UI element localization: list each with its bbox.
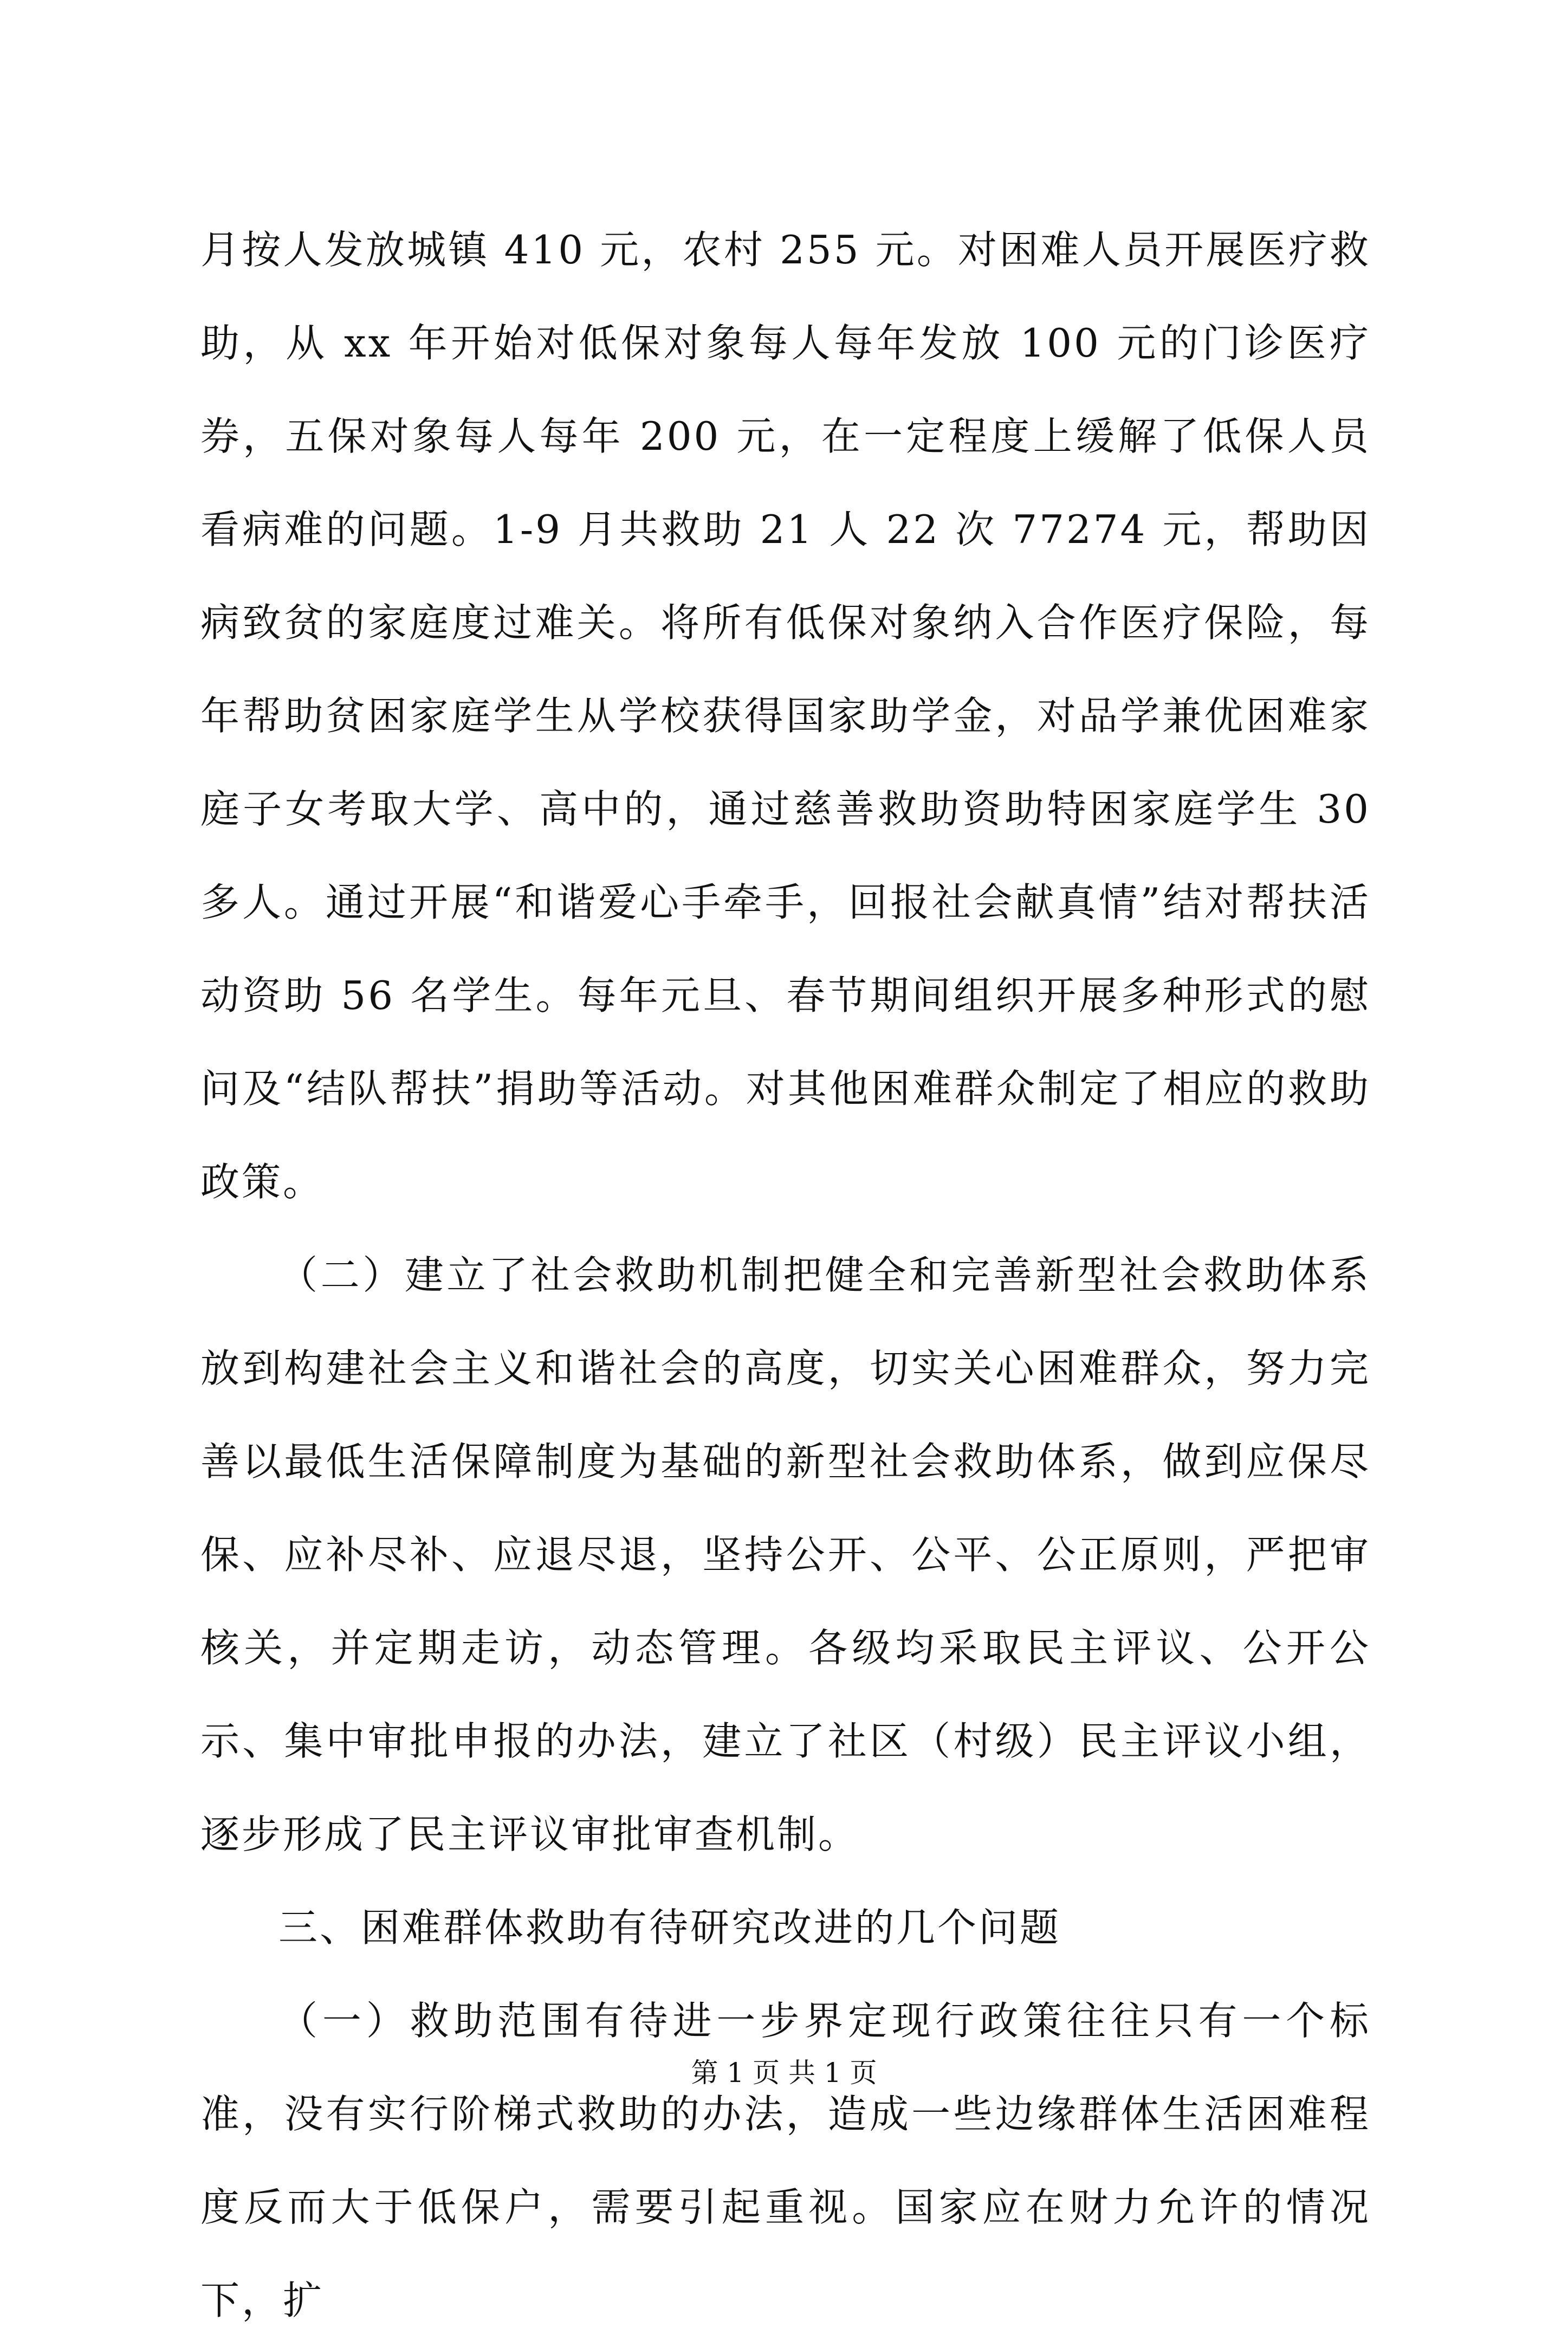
paragraph-relief-measures: 月按人发放城镇 410 元，农村 255 元。对困难人员开展医疗救助，从 xx 年开始对低保对象每人每年发放 100 元的门诊医疗券，五保对象每人每年 200 元，在一定程度上缓解了低保人员看病难的问题。1-9 月共救助 21 人 22 次 77274 元，帮助因病致贫的家庭度过难关。将所有低保对象纳入合作医疗保险，每年帮助贫困家庭学生从学校获得国家助学金，对品学兼优困难家庭子女考取大学、高中的，通过慈善救助资助特困家庭学生 30 多人。通过开展“和谐爱心手牵手，回报社会献真情”结对帮扶活动资助 56 名学生。每年元旦、春节期间组织开展多种形式的慰问及“结队帮扶”捐助等活动。对其他困难群众制定了相应的救助政策。 — [200, 227, 1371, 1205]
document-body — [200, 203, 1371, 2347]
paragraph-relief-scope: （一）救助范围有待进一步界定现行政策往往只有一个标准，没有实行阶梯式救助的办法，造成一些边缘群体生活困难程度反而大于低保户，需要引起重视。国家应在财力允许的情况下，扩 — [200, 1998, 1371, 2323]
page-footer: 第 1 页 共 1 页 — [691, 2057, 877, 2089]
section-heading-issues: 三、困难群体救助有待研究改进的几个问题 — [278, 1905, 1061, 1950]
paragraph-relief-mechanism: （二）建立了社会救助机制把健全和完善新型社会救助体系放到构建社会主义和谐社会的高度，切实关心困难群众，努力完善以最低生活保障制度为基础的新型社会救助体系，做到应保尽保、应补尽补、应退尽退，坚持公开、公平、公正原则，严把审核关，并定期走访，动态管理。各级均采取民主评议、公开公示、集中审批申报的办法，建立了社区（村级）民主评议小组，逐步形成了民主评议审批审查机制。 — [200, 1252, 1371, 1857]
